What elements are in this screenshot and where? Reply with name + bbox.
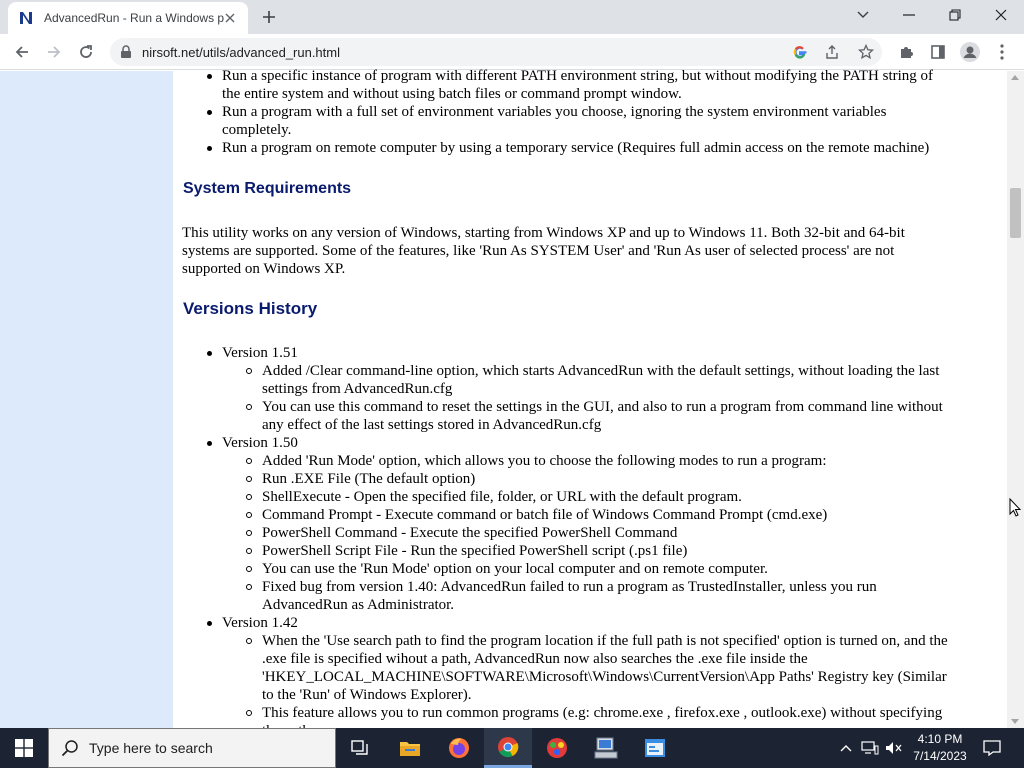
version-item-text: Command Prompt - Execute command or batch file of Windows Command Prompt (cmd.exe): [262, 507, 828, 523]
windows-taskbar: [0, 728, 1024, 768]
google-icon[interactable]: [790, 42, 810, 62]
section-heading-system-requirements: System Requirements: [183, 180, 352, 197]
sub-bullet-circle: [246, 548, 252, 554]
page-body: [174, 68, 1006, 728]
bullet-dot: [207, 621, 212, 626]
version-item-text: AdvancedRun as Administrator.: [262, 597, 455, 613]
restore-icon[interactable]: [940, 2, 970, 28]
volume-muted-icon[interactable]: [884, 738, 904, 758]
scroll-down-arrow-icon[interactable]: [1011, 719, 1019, 724]
share-icon[interactable]: [822, 42, 842, 62]
version-item-text: PowerShell Script File - Run the specified PowerShell script (.ps1 file): [262, 543, 688, 559]
version-item-text: You can use this command to reset the settings in the GUI, and also to run a program from command line without: [262, 399, 943, 415]
lock-icon[interactable]: [120, 45, 134, 59]
close-window-icon[interactable]: [986, 2, 1016, 28]
close-tab-icon[interactable]: [222, 10, 238, 26]
sub-bullet-circle: [246, 458, 252, 464]
task-view-icon[interactable]: [336, 728, 384, 768]
version-item-text: Added 'Run Mode' option, which allows you to choose the following modes to run a program:: [262, 453, 827, 469]
taskbar-search-box[interactable]: [48, 728, 336, 768]
tab-search-icon[interactable]: [848, 2, 878, 28]
paragraph-line: supported on Windows XP.: [182, 261, 346, 277]
version-item-text: Run .EXE File (The default option): [262, 471, 476, 487]
sub-bullet-circle: [246, 512, 252, 518]
version-item-text: any effect of the last settings stored in AdvancedRun.cfg: [262, 417, 602, 433]
search-placeholder: Type here to search: [89, 740, 213, 756]
version-item-text: 'HKEY_LOCAL_MACHINE\SOFTWARE\Microsoft\Windows\CurrentVersion\App Paths' Registry key (Similar: [262, 669, 947, 685]
nirsoft-favicon-icon: [18, 10, 34, 26]
browser-tab[interactable]: [8, 2, 248, 34]
new-tab-icon[interactable]: [258, 6, 280, 28]
version-item-text: Added /Clear command-line option, which starts AdvancedRun with the default settings, without loading the last: [262, 363, 940, 379]
url-text[interactable]: nirsoft.net/utils/advanced_run.html: [142, 45, 340, 60]
bullet-text: the entire system and without using batch files or command prompt window.: [222, 86, 682, 102]
bullet-text: Run a specific instance of program with different PATH environment string, but without modifying the PATH string of: [222, 68, 934, 84]
version-item-text: You can use the 'Run Mode' option on your local computer and on remote computer.: [262, 561, 768, 577]
bullet-text: Run a program with a full set of environment variables you choose, ignoring the system environment variables: [222, 104, 887, 120]
paragraph-line: systems are supported. Some of the features, like 'Run As SYSTEM User' and 'Run As user of selected process' are not: [182, 243, 895, 259]
version-item-text: Fixed bug from version 1.40: AdvancedRun failed to run a program as TrustedInstaller, unless you run: [262, 579, 877, 595]
version-item-text: .exe file is specified wihout a path, AdvancedRun now also searches the .exe file inside the: [262, 651, 808, 667]
version-item-text: to the 'Run' of Windows Explorer).: [262, 687, 472, 703]
version-item-text: settings from AdvancedRun.cfg: [262, 381, 453, 397]
section-heading-versions-history: Versions History: [183, 299, 318, 318]
back-icon[interactable]: [10, 40, 34, 64]
scroll-up-arrow-icon[interactable]: [1011, 75, 1019, 80]
paragraph-line: This utility works on any version of Windows, starting from Windows XP and up to Windows 11. Both 32-bit and 64-bit: [182, 225, 905, 241]
scroll-thumb[interactable]: [1010, 188, 1021, 238]
bullet-dot: [207, 441, 212, 446]
paint-icon[interactable]: [533, 728, 581, 768]
version-label: Version 1.42: [222, 615, 298, 631]
bookmark-star-icon[interactable]: [856, 42, 876, 62]
sub-bullet-circle: [246, 476, 252, 482]
minimize-icon[interactable]: [894, 2, 924, 28]
clock-date: 7/14/2023: [913, 749, 967, 763]
bullet-dot: [207, 351, 212, 356]
computer-app-icon[interactable]: [582, 728, 630, 768]
version-item-text: This feature allows you to run common programs (e.g: chrome.exe , firefox.exe , outlook.exe) without specifying: [262, 705, 943, 721]
reload-icon[interactable]: [74, 40, 98, 64]
console-app-icon[interactable]: [631, 728, 679, 768]
taskbar-clock[interactable]: [908, 731, 972, 765]
windows-start-icon[interactable]: [0, 728, 48, 768]
version-label: Version 1.50: [222, 435, 298, 451]
browser-toolbar: [0, 34, 1024, 70]
bullet-text: Run a program on remote computer by using a temporary service (Requires full admin access on the remote machine): [222, 140, 930, 156]
sub-bullet-circle: [246, 404, 252, 410]
version-label: Version 1.51: [222, 345, 298, 361]
extensions-icon[interactable]: [894, 40, 918, 64]
sub-bullet-circle: [246, 638, 252, 644]
search-icon: [61, 739, 79, 762]
version-item-text: ShellExecute - Open the specified file, folder, or URL with the default program.: [262, 489, 742, 505]
sub-bullet-circle: [246, 566, 252, 572]
notifications-icon[interactable]: [982, 738, 1002, 758]
show-hidden-icons-chevron-icon[interactable]: [836, 738, 856, 758]
bullet-text: completely.: [222, 122, 292, 138]
version-item-text: When the 'Use search path to find the program location if the full path is not specified' option is turned on, and the: [262, 633, 948, 649]
profile-avatar-icon[interactable]: [958, 40, 982, 64]
sub-bullet-circle: [246, 710, 252, 716]
sub-bullet-circle: [246, 368, 252, 374]
sub-bullet-circle: [246, 530, 252, 536]
bullet-dot: [207, 74, 212, 79]
forward-icon[interactable]: [42, 40, 66, 64]
mouse-pointer-icon: [1009, 498, 1021, 517]
file-explorer-icon[interactable]: [386, 728, 434, 768]
tab-title: AdvancedRun - Run a Windows p: [44, 11, 225, 25]
chrome-icon[interactable]: [484, 728, 532, 768]
side-panel-icon[interactable]: [926, 40, 950, 64]
browser-titlebar: [0, 0, 1024, 34]
left-margin-panel: [0, 71, 173, 728]
web-content: [0, 68, 1024, 728]
menu-kebab-icon[interactable]: [990, 40, 1014, 64]
sub-bullet-circle: [246, 584, 252, 590]
bullet-dot: [207, 146, 212, 151]
sub-bullet-circle: [246, 494, 252, 500]
bullet-dot: [207, 110, 212, 115]
firefox-icon[interactable]: [435, 728, 483, 768]
clock-time: 4:10 PM: [917, 732, 963, 746]
address-bar[interactable]: [110, 38, 882, 66]
page-scrollbar[interactable]: [1007, 71, 1024, 728]
network-icon[interactable]: [860, 738, 880, 758]
version-item-text: PowerShell Command - Execute the specified PowerShell Command: [262, 525, 678, 541]
